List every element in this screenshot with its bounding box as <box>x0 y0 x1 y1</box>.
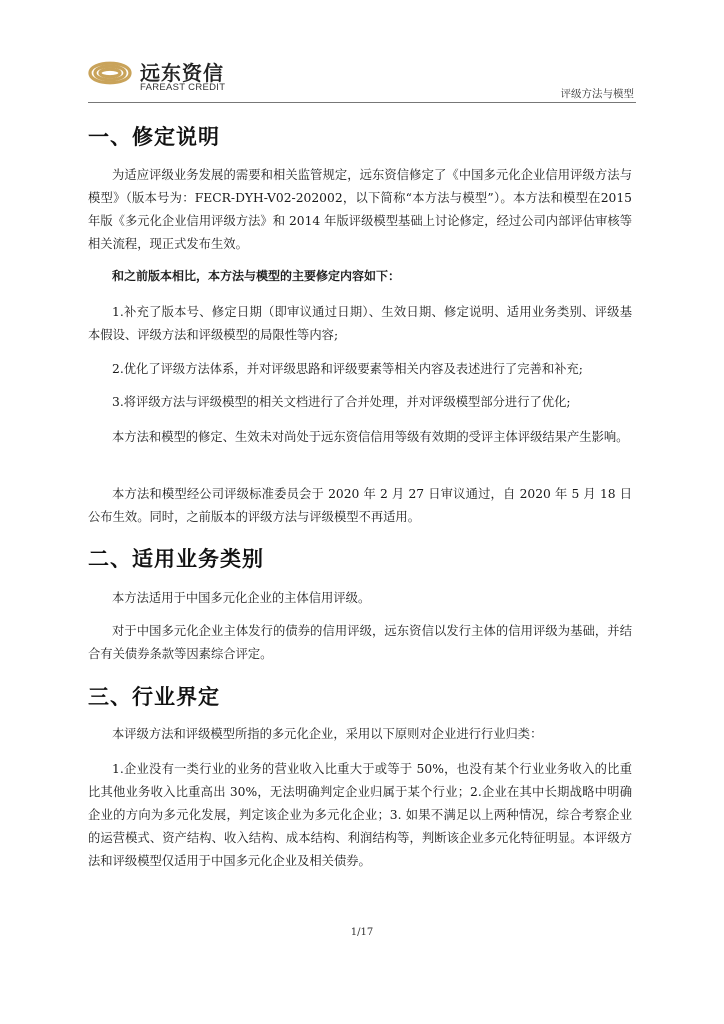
header-divider <box>88 102 636 103</box>
page-number: 1/17 <box>350 927 374 938</box>
paragraph: 本评级方法和评级模型所指的多元化企业，采用以下原则对企业进行行业归类： <box>112 727 543 741</box>
paragraph-bold: 和之前版本相比，本方法与模型的主要修定内容如下： <box>112 269 401 283</box>
paragraph: 2.优化了评级方法体系，并对评级思路和评级要素等相关内容及表述进行了完善和补充; <box>112 362 583 376</box>
brand-name-cn: 远东资信 <box>140 61 224 85</box>
document-title: 评级方法与模型 <box>560 88 634 100</box>
section-heading-revision: 一、修定说明 <box>88 125 220 149</box>
paragraph: 本方法适用于中国多元化企业的主体信用评级。 <box>112 591 371 605</box>
paragraph: 本方法和模型经公司评级标准委员会于 2020 年 2 月 27 日审议通过，自 2020 年 5 月 18 日公布生效。同时，之前版本的评级方法与评级模型不再适用。 <box>88 487 632 524</box>
paragraph: 1.补充了版本号、修定日期（即审议通过日期）、生效日期、修定说明、适用业务类别、评级基本假设、评级方法和评级模型的局限性等内容; <box>88 305 632 342</box>
section-heading-industry: 三、行业界定 <box>88 685 220 709</box>
paragraph: 对于中国多元化企业主体发行的债券的信用评级，远东资信以发行主体的信用评级为基础，并结合有关债券条款等因素综合评定。 <box>88 624 632 661</box>
brand-name-en: FAREAST CREDIT <box>140 82 226 93</box>
section-heading-scope: 二、适用业务类别 <box>88 547 264 571</box>
page-header <box>0 0 724 106</box>
paragraph: 为适应评级业务发展的需要和相关监管规定，远东资信修定了《中国多元化企业信用评级方法与模型》（版本号为：FECR-DYH-V02-202002，以下简称“本方法与模型”）。本方法和模型在2015 年版《多元化企业信用评级方法》和 2014 年版评级模型基础上讨论修定，经过公司内部评估审核等相关流程，现正式发布生效。 <box>88 168 632 251</box>
paragraph: 1.企业没有一类行业的业务的营业收入比重大于或等于 50%，也没有某个行业业务收入的比重比其他业务收入比重高出 30%，无法明确判定企业归属于某个行业；2.企业在其中长期战略中明确企业的方向为多元化发展，判定该企业为多元化企业；3. 如果不满足以上两种情况，综合考察企业的运营模式、资产结构、收入结构、成本结构、利润结构等，判断该企业多元化特征明显。本评级方法和评级模型仅适用于中国多元化企业及相关债券。 <box>88 762 632 868</box>
fareast-credit-logo-icon <box>86 52 134 94</box>
paragraph: 本方法和模型的修定、生效未对尚处于远东资信信用等级有效期的受评主体评级结果产生影响。 <box>112 430 629 444</box>
paragraph: 3.将评级方法与评级模型的相关文档进行了合并处理，并对评级模型部分进行了优化; <box>112 395 571 409</box>
